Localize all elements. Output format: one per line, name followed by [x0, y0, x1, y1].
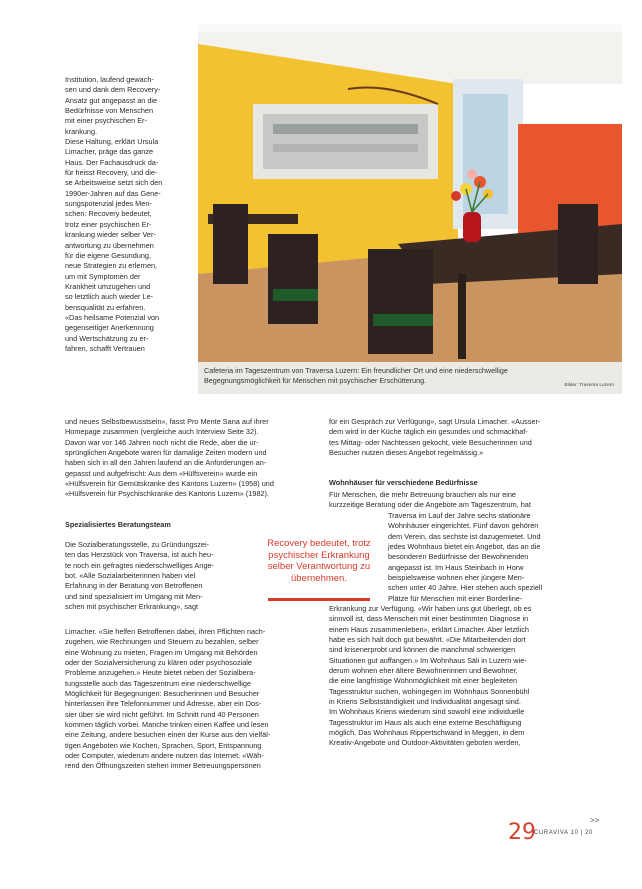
- text-line: tungsstelle auch das Tageszentrum eine niederschwellige: [65, 678, 252, 688]
- text-line: Plätze für Menschen mit einer Borderline-: [388, 593, 523, 603]
- text-line: neue Strategien zu erlernen,: [65, 261, 158, 271]
- text-line: und sind spezialisiert im Umgang mit Men-: [65, 591, 203, 601]
- text-line: Situationen gut auffangen.» Im Wohnhaus Säli in Luzern wie-: [329, 655, 527, 665]
- text-line: Limacher, präge das ganze: [65, 147, 154, 157]
- text-line: Besucher nutzen dieses Angebot regelmässig.»: [329, 448, 484, 458]
- text-line: rend den Öffnungszeiten stehen immer Betreuungspersonen: [65, 761, 261, 771]
- text-line: in Kriens Selbstständigkeit und Individualität angesagt sind.: [329, 697, 521, 707]
- left-column-beside-quote: [65, 540, 260, 612]
- text-line: schen: Recovery bedeutet,: [65, 209, 152, 219]
- text-line: Diese Haltung, erklärt Ursula: [65, 137, 159, 147]
- text-line: und neues Selbstbewusstsein», fasst Pro Mente Sana auf ihrer: [65, 417, 269, 426]
- text-line: Limacher. «Sie helfen Betroffenen dabei, ihren Pflichten nach-: [65, 627, 266, 636]
- text-line: schen mit psychischer Erkrankung», sagt: [65, 602, 199, 612]
- text-line: Traversa im Lauf der Jahre sechs stationäre: [388, 511, 531, 520]
- left-column-bottom: [65, 627, 318, 772]
- text-line: die eine langfristige Wohnmöglichkeit mit einer begleiteten: [329, 676, 518, 686]
- text-line: beispielsweise wohnen eher jüngere Men-: [388, 573, 525, 583]
- subhead-beratungsteam: Spezialisiertes Beratungsteam: [65, 520, 171, 529]
- text-line: dem wird in der Küche täglich ein gesundes und schmackhaf-: [329, 427, 528, 437]
- text-line: sinnvoll ist, dass Menschen mit einer bestimmten Diagnose in: [329, 614, 529, 624]
- text-line: oder der Sozialversicherung zu klären oder psychosoziale: [65, 658, 252, 668]
- text-line: antwortung zu übernehmen: [65, 240, 154, 250]
- photo-credit: Bilder: Traversa Luzern: [564, 383, 614, 388]
- text-line: se Arbeitsweise setzt sich den: [65, 178, 163, 188]
- text-line: so letztlich auch wieder Le-: [65, 292, 154, 302]
- text-line: ten das Herzstück von Traversa, ist auch heu-: [65, 550, 214, 560]
- text-line: Probleme anzugehen.» Heute bietet neben der Sozialbera-: [65, 668, 256, 678]
- magazine-name: CURAVIVA 10 | 20: [534, 830, 593, 836]
- text-line: dem Verein, das sechste ist dazugemietet. Und: [388, 531, 541, 541]
- text-line: trotz einer psychischen Er-: [65, 219, 152, 229]
- left-column-intro: [65, 417, 318, 500]
- text-line: Tagesstruktur suchen, wohingegen im Wohnhaus Sonnenbühl: [329, 686, 530, 696]
- text-line: einem Haus zusammenleben», erklärt Limacher. Aber letztlich: [329, 624, 529, 634]
- text-line: «Das heilsame Potenzial von: [65, 312, 160, 322]
- text-line: eine Wohnung zu mieten, Fragen im Umgang mit Behörden: [65, 647, 258, 657]
- text-line: Homepage zusammen (vergleiche auch Interview Seite 32).: [65, 427, 259, 437]
- photo-caption-box: [198, 362, 622, 394]
- text-line: bot. «Alle Sozialarbeiterinnen haben viel: [65, 571, 196, 581]
- text-line: Erkrankung zur Verfügung. «Wir haben uns gut überlegt, ob es: [329, 604, 532, 613]
- continue-arrow: >>: [590, 816, 600, 825]
- text-line: für ein Gespräch zur Verfügung», sagt Ursula Limacher. «Ausser-: [329, 417, 541, 426]
- text-line: bensqualität zu erfahren.: [65, 302, 146, 312]
- text-line: Erfahrung in der Beratung von Betroffenen: [65, 581, 203, 591]
- left-column-top: [65, 75, 183, 354]
- text-line: oder Computer, wiederum andere nutzen das Internet. «Wäh-: [65, 751, 264, 761]
- text-line: «Hülfsverein für Gemütskranke des Kantons Luzern» (1958) und: [65, 479, 274, 489]
- text-line: tigen Angeboten wie Kochen, Sprachen, Sport, Entspannung: [65, 740, 262, 750]
- text-line: Möglichkeit für Begegnungen: Besucherinnen und Besucher: [65, 689, 260, 699]
- page-number: 29: [508, 820, 536, 845]
- text-line: sprünglichen Angebote waren für damalige Zeiten modern und: [65, 448, 267, 458]
- text-line: Krankheit umzugehen und: [65, 281, 151, 291]
- text-line: Davon war vor 146 Jahren noch nicht die Rede, aber die ur-: [65, 437, 259, 447]
- text-line: haben sich in all den Jahren laufend an die Anforderungen an-: [65, 458, 267, 468]
- text-line: te noch ein gefragtes niederschwelliges Ange-: [65, 560, 214, 570]
- text-line: Für Menschen, die mehr Betreuung brauchen als nur eine: [329, 490, 516, 499]
- text-line: habe es sich halt doch gut bewährt. «Die Mitarbeitenden dort: [329, 635, 526, 645]
- text-line: sind krisenerprobt und können die manchmal schwierigen: [329, 645, 516, 655]
- text-line: krankung wieder selber Ver-: [65, 230, 156, 240]
- text-line: schen unter 40 Jahre. Hier stehen auch speziell: [388, 583, 543, 593]
- text-line: hinterlassen ihre Telefonnummer und Adresse, aber ein Dos-: [65, 699, 262, 709]
- right-column-intro: [329, 490, 585, 511]
- text-line: für die eigene Gesundung,: [65, 250, 152, 260]
- text-line: Haus. Der Fachausdruck da-: [65, 157, 159, 167]
- text-line: zugehen, wie Rechnungen und Steuern zu bezahlen, selber: [65, 637, 259, 647]
- right-column-bottom: [329, 604, 585, 749]
- text-line: kurzzeitige Beratung oder die Angebote am Tageszentrum, hat: [329, 500, 531, 510]
- text-line: möglich. Das Wohnhaus Rippertschwand in Meggen, in dem: [329, 728, 525, 738]
- text-line: besonderen Bedürfnisse der Bewohnenden: [388, 552, 529, 562]
- text-line: für heisst Recovery, und die-: [65, 168, 158, 178]
- text-line: angepasst ist. Im Haus Steinbach in Horw: [388, 562, 524, 572]
- pull-quote-rule: [268, 598, 370, 601]
- text-line: Wohnhäuser eingerichtet. Fünf davon gehören: [388, 521, 539, 531]
- text-line: Ansatz gut angepasst an die: [65, 95, 158, 105]
- text-line: eine Zeitung, andere besuchen einen der Kurse aus den vielfäl-: [65, 730, 271, 740]
- text-line: sen und dank dem Recovery-: [65, 85, 161, 95]
- text-line: und Wertschätzung zu er-: [65, 333, 149, 343]
- text-line: Bedürfnisse von Menschen: [65, 106, 154, 116]
- photo-caption: Cafeteria im Tageszentrum von Traversa Luzern: Ein freundlicher Ort und eine niederschwellige Begegnungsmöglichkeit für Menschen mit psychischer Erschütterung.: [204, 366, 508, 385]
- text-line: Institution, laufend gewach-: [65, 75, 154, 84]
- text-line: fahren, schafft Vertrauen: [65, 343, 145, 353]
- text-line: sier über sie wird nicht geführt. Im Schnitt rund 40 Personen: [65, 709, 259, 719]
- text-line: 1990er-Jahren auf das Gene-: [65, 188, 161, 198]
- text-line: kommen täglich vorbei. Manche trinken einen Kaffee und lesen: [65, 720, 269, 730]
- text-line: «Hülfsverein für Psychischkranke des Kantons Luzern» (1982).: [65, 489, 270, 499]
- cafeteria-illustration: [198, 24, 622, 362]
- text-line: gepasst und aufgefrischt: Aus dem «Hülfsverein» wurde ein: [65, 468, 258, 478]
- text-line: gegenseitiger Anerkennung: [65, 323, 154, 333]
- text-line: sungspotenzial jedes Men-: [65, 199, 152, 209]
- text-line: Im Wohnhaus Kriens wiederum sind sowohl eine individuelle: [329, 707, 525, 717]
- text-line: Die Sozialberatungsstelle, zu Gründungszei-: [65, 540, 209, 549]
- subhead-wohnhaeuser: Wohnhäuser für verschiedene Bedürfnisse: [329, 478, 478, 487]
- text-line: jedes Wohnhaus bietet ein Angebot, das an die: [388, 542, 541, 552]
- text-line: Kreativ-Angebote und Outdoor-Aktivitäten geboten werden,: [329, 738, 521, 748]
- text-line: um mit Symptomen der: [65, 271, 141, 281]
- right-column-beside-quote: [388, 511, 585, 604]
- cafeteria-photo: [198, 24, 622, 362]
- text-line: Tagesstruktur im Haus als auch eine externe Beschäftigung: [329, 717, 522, 727]
- right-column-top: [329, 417, 585, 458]
- text-line: krankung.: [65, 126, 98, 136]
- text-line: derum wohnen eher ältere Bewohnerinnen und Bewohner,: [329, 666, 518, 676]
- pull-quote: Recovery bedeutet, trotz psychischer Erkrankung selber Verantwortung zu übernehmen.: [267, 538, 371, 584]
- text-line: tes Mittag- oder Nachtessen gekocht, viele Besucherinnen und: [329, 437, 532, 447]
- text-line: mit einer psychischen Er-: [65, 116, 147, 126]
